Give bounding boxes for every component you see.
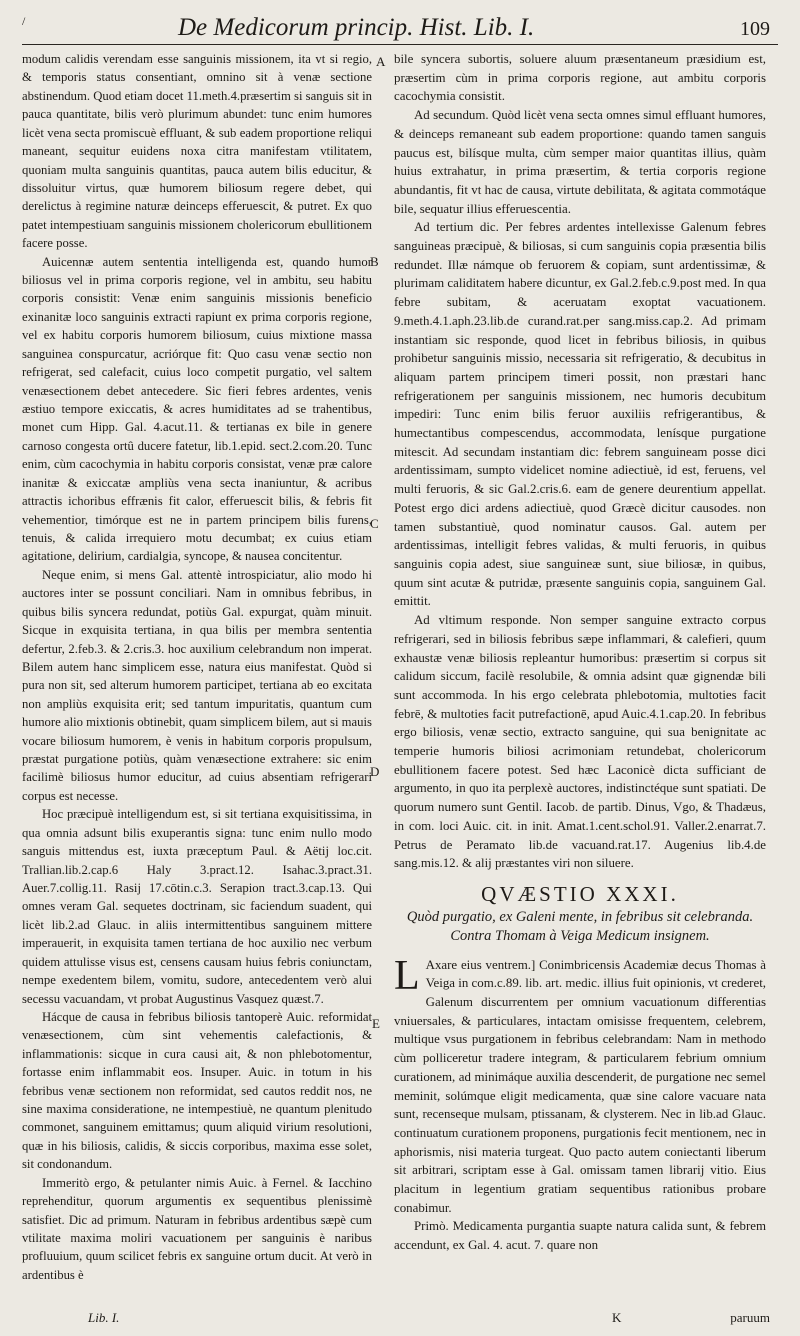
paragraph: bile syncera subortis, soluere aluum præsentaneum præsidium est, præsertim cùm in prima corporis regione, aut ambitu corporis cacochymia consistit. — [394, 52, 766, 104]
running-title: De Medicorum princip. Hist. Lib. I. — [178, 14, 535, 41]
margin-letter-c: C — [370, 516, 379, 531]
paragraph: Primò. Medicamenta purgantia suapte natura calida sunt, & febrem accendunt, ex Gal. 4. acut. 7. quare non — [394, 1219, 766, 1253]
paragraph: Hácque de causa in febribus biliosis tantoperè Auic. reformidat venæsectionem, cùm sint vehementis calefactionis, & inflammationis: sicque in cura causi ait, & non phlebotomentur, fortasse enim inflammabit eos. Insuper. Auic. in totum in his febribus venæ sectionem non reformidat, sed cautos reddit nos, ne sine maxima consideratione, ne intempestiuè, ne quantum plenitudo commonet, sanguinem emittamus; quum aliquid virium resolutioni, quæ in his biliosis, calidis, & siccis corporibus, maxima esse solet, sit condonandum. — [22, 1009, 372, 1172]
page-footer — [0, 1306, 800, 1330]
footer-signature: Lib. I. — [88, 1310, 120, 1325]
catchword: paruum — [730, 1310, 770, 1325]
signature-mark: K — [612, 1310, 622, 1325]
page-number: 109 — [740, 18, 770, 40]
header-mark: / — [22, 14, 26, 28]
margin-letter-d: D — [370, 764, 380, 779]
paragraph: Ad tertium dic. Per febres ardentes intellexisse Galenum febres sanguineas præcipuè, & biliosas, si cum sanguinis copia præsentia bilis redundet. Illæ námque ob feruorem & copiam, sunt ardentissimæ, & plurimam caliditatem habere dicuntur, ex Gal.2.feb.c.9.post med. In qua febre subitam, & aceruatam exoptat vacuationem. 9.meth.4.1.aph.23.lib.de curand.rat.per sang.miss.cap.2. Ad primam instantiam sic responde, quod licet in febribus biliosis, in quibus prohibetur sanguinis missio, necessaria sit refrigeratio, & decubitus in aliquam partem principem timeri possit, non præstari hanc refrigerationem per sanguinis missionem, nec humoris decubitum impediri: Tunc enim bilis feruor auxiliis refrigerantibus, & humectantibus compescendus, accommodata, lenísque purgatione mitescit. Ad secundam instantiam dic: febrem sanguineam posse dici ardentissimam, sumpto videlicet nomine adiectiuè, id est, feruens, vel multi feruoris, & sic Gal.2.cris.6. eam de genere deurentium appellat. Potest ergo dici ardens adiectiuè, quod Græcè dicitur causodes. non tamen substantiuè, quod nominatur causos. Gal. autem per ardentissimas, intelligit febres validas, & multi feruoris, in quibus sanguinis copia adest, siue sanguineæ sunt, siue biliosæ, in quibus, quum sint acutæ & putridæ, præsente sanguinis copia, sanguinem Gal. emittit. — [394, 220, 766, 609]
margin-letter-b: B — [370, 254, 379, 269]
question-heading: QVÆSTIO XXXI. — [481, 881, 679, 906]
paragraph: Hoc præcipuè intelligendum est, si sit tertiana exquisitissima, in qua omnia adsunt bilis exuperantis signa: tunc enim nullo modo sanguis mittendus est, iuxta præceptum Paul. & Aëtij loc.cit. Trallian.lib.2.cap.6 Haly 3.pract.12. Isahac.3.pract.31. Auer.7.collig.11. Rasij 17.cōtin.c.3. Serapion tract.3.cap.13. Qui omnes veram Gal. sequetes doctrinam, sic faciendum suadent, qui licèt lib.2.ad Glauc. in aliis intermittentibus sanguinem mittere imperauerit, in exquisita tamen tertiana de hoc auxilio nec verbum quidem attulisse visus est, censens causam huius febris coniunctam, nempe exedentem bilem, vomitu, sudore, antecedentem verò alui secessu vacuandam, vt probat Augustinus Vasquez quæst.7. — [22, 807, 372, 1006]
paragraph: Ad secundum. Quòd licèt vena secta omnes simul effluant humores, & deinceps remaneant sub eadem proportione: quando tamen sanguis paucus est, bilísque multa, cùm semper maior quantitas illius, quàm huius extrahatur, in prima præsertim, & tertia corporis regione abundantis, fit vt hac de causa, virtute debilitata, & agitata commotáque bile, sequatur illius efferuescentia. — [394, 108, 766, 216]
paragraph: modum calidis verendam esse sanguinis missionem, ita vt si regio, & temporis status consentiant, omnino sit à venæ sectione abstinendum. Quod etiam docet 11.meth.4.præsertim si sanguis sit in pauca quantitate, bilis verò plurimum abundet: tunc enim humores licèt vena secta promiscuè effluant, & sub eadem proportione reliqui maneant, sequitur euidens noxa citra manifestam vtilitatem, quoniam multa sanguinis quantitas, pauca autem bilis educitur, & dissoluitur virtus, quæ humorem biliosum regere debet, qui derelictus à regimine naturæ deinceps efferuescit, & putret. Ex quo patet intempestiuam sanguinis missionem cholericorum ebullitionem facere posse. — [22, 52, 372, 251]
right-column — [394, 50, 766, 1255]
left-column — [22, 50, 372, 1284]
margin-letter-e: E — [372, 1016, 380, 1031]
header-rule — [22, 44, 778, 45]
drop-cap: L — [394, 952, 420, 999]
paragraph: Neque enim, si mens Gal. attentè introspiciatur, alio modo hi auctores inter se possunt conciliari. Nam in omnibus febribus, in quibus bilis syncera redundat, potiùs Gal. expurgat, quàm minuit. Sicque in exquisita tertiana, in qua bilis per membra sententia defertur, 2.feb.3. & 2.cris.3. hoc auxilium celebrandum non imperat. Bilem autem hanc simplicem esse, natura eius manifestat. Quòd si pura non sit, sed alterum humorem participet, tertiana ab eo excitata non ampliùs exquisita erit; sed tantum impuritatis, quantum cum humore alio mixtionis obtinebit, quam simplicem bilem, aut si mauis vocare biliosum humorem, è venis in habitum corporis propulsum, præstat purgatione potiùs, quàm venæsectione extrahere: sic enim facilimè biliosus humor educitur, ad cuius absentiam refrigerari corpus est necesse. — [22, 567, 372, 803]
paragraph: Ad vltimum responde. Non semper sanguine extracto corpus refrigerari, sed in biliosis febribus sæpe inflammari, & calefieri, quum exhaustæ venæ biliosis repleantur humoribus: præsertim si corpus sit calidum siccum, facilè resolubile, & omnia adsint quæ gignendæ bili sunt accommoda. In his ergo celebrata phlebotomia, multoties facit febrē, & multoties facit putrefactionē, apud Auic.4.1.cap.20. In febribus ergo biliosis, venæ sectio, extracto sanguine, qui sua benignitate ac temperie humoris biliosi acrimoniam retundebat, cholericorum ebullitionem facere potest. Sed hæc Laconicè dicta sufficiant de argumento, in quo ita perplexè auctores, indistinctéque sunt spatiati. De quorum numero sunt Gentil. Iacob. de partib. Dinus, Vgo, & Thadæus, in com. loci Auic. cit. in init. Amat.1.cent.schol.91. Valler.2.enarrat.7. Petrus de Peramato lib.de vacuand.rat.17. Augenius lib.4.de sang.mis.12. & alij præstantes viri non siluere. — [394, 613, 766, 871]
paragraph: Axare eius ventrem.] Conimbricensis Academiæ decus Thomas à Veiga in com.c.89. lib. art. medic. illius fuit opinionis, vt crederet, Galenum discurrentem per omnium vacuationum differentias vniuersales, & particulares, intactam omisisse frequentem, celebrem, multique vsus purgationem in febribus celebrandam: Nam in methodo cùm polliceretur tradere integram, & particularem febrium omnium curationem, ad minimáque auxilia descenderit, de purgatione nec semel meminit, solúmque eligit medicamenta, quæ sine calore vacuare nata sunt, recenseque mulsam, ptissanam, & clysterem. Nec in lib.ad Glauc. continuatum curationem proponens, purgationis fecit mentionem, nec in aphorismis, nisi materia turgeat. Quo pacto autem coniectanti liberum sit arbitrari, scriptam esse à Gal. omissam tamen librarij vitio. Eius placitum in legentium gratiam sequentibus rationibus probare conabimur. — [394, 957, 766, 1215]
question-subtitle: Quòd purgatio, ex Galeni mente, in febribus sit celebranda. Contra Thomam à Veiga Medicum insignem. — [406, 908, 754, 944]
paragraph: Immeritò ergo, & petulanter nimis Auic. à Fernel. & Iacchino reprehenditur, quorum argumentis ex sequentibus plenissimè satisfiet. Dic ad primum. Naturam in febribus ardentibus sæpè cum vtilitate maxima moliri vacuationem per sanguinis è naribus profluuium, quum scilicet febris ex sanguine ortum ducit. At verò in ardentibus è — [22, 1175, 372, 1282]
margin-letter-a: A — [376, 54, 386, 69]
question-opening-paragraph — [394, 952, 766, 1218]
paragraph: Auicennæ autem sententia intelligenda est, quando humor biliosus vel in prima corporis regione, vel in ambitu, seu habitu corporis consistit: Venæ enim sanguinis missionis beneficio exinanitæ loco sanguinis extracti rapiunt ex prima corporis regione, vel ex habitu corporis humorem biliosum, cuius mixtione massa sanguinea conspurcatur, acriórque fit: Quo casu venæ sectio non refrigerat, sed calefacit, cuius loco competit purgatio, vel saltem venæsectionem debet antecedere. Sic fieri febres ardentes, venis æstiuo tempore exiccatis, & acres humiditates ad se trahentibus, monet cum Hipp. Gal. 4.acut.11. & tertianas ex bile in genere carnoso congesta ortû ducere fatetur, lib.1.epid. sect.2.com.20. Tunc enim, cùm cacochymia in habitu corporis consistat, venæ præ calore inanitæ & exiccatæ ampliùs vena secta inaniuntur, & acribus attractis ichoribus effrænis fit calor, efferuescit bilis, & febris fit vehementior, timórque est ne in partem principem bilis furens, tenuis, & calida irrequiero motu decumbat; ex cuius etiam agitatione, delirium, cardialgia, syncope, & nausea concitentur. — [22, 254, 372, 564]
